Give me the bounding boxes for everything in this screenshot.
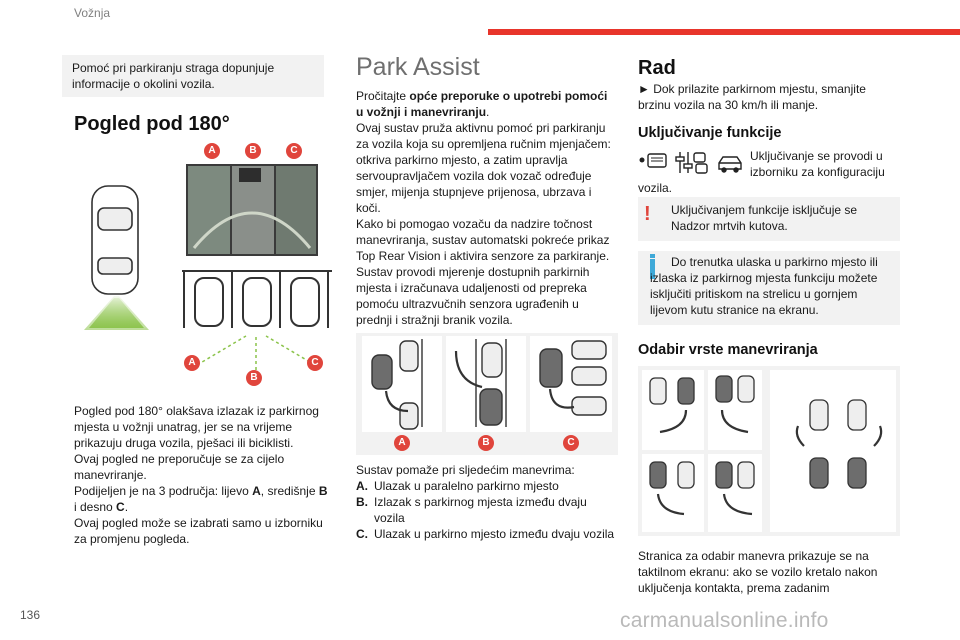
p1-line6	[74, 483, 336, 499]
info-box	[638, 251, 900, 325]
p1-zone-a: A	[252, 484, 261, 498]
zone-label-c-top: C	[286, 143, 302, 159]
list-key: C.	[356, 527, 368, 541]
intro-post: .	[486, 105, 490, 119]
warning-box	[638, 197, 900, 241]
park-assist-title: Park Assist	[356, 53, 480, 81]
header-accent-bar	[488, 29, 960, 35]
maneuvers-figure	[356, 333, 618, 455]
p1-line8: Ovaj pogled može se izabrati samo u izborniku	[74, 516, 323, 530]
page-number: 136	[20, 608, 41, 622]
p1-line4: Ovaj pogled ne preporučuje se za cijelo	[74, 452, 285, 466]
list-item-b	[356, 494, 618, 526]
p1-line1: Pogled pod 180° olakšava izlazak iz parkirnog	[74, 404, 319, 418]
park-assist-p2: Kako bi pomogao vozaču da nadzire točnost manevriranja, sustav automatski pokreće prikaz Top Rear Vision i aktivira senzore za parkiranje.	[356, 217, 610, 263]
p1-line9: za promjenu pogleda.	[74, 532, 190, 546]
zone-label-a-bottom: A	[184, 355, 200, 371]
maneuver-label-c: C	[563, 435, 579, 451]
p1-line7-post: .	[124, 500, 129, 514]
watermark: carmanualsonline.info	[620, 609, 829, 632]
intro-bold: opće preporuke o upotrebi pomoći u vožnji i manevriranju	[356, 89, 608, 119]
list-item-c	[356, 526, 618, 542]
p1-line5: manevriranje.	[74, 468, 147, 482]
enable-text-3: vozila.	[638, 181, 673, 195]
p1-line7-pre: i desno	[74, 500, 117, 514]
zone-label-b-top: B	[245, 143, 261, 159]
warning-text: Uključivanjem funkcije isključuje se Nadzor mrtvih kutova.	[671, 203, 858, 233]
p1-line7	[74, 499, 336, 515]
maneuver-label-a: A	[394, 435, 410, 451]
p1-line2: mjesta u vožnji unatrag, jer se na vrijeme	[74, 420, 293, 434]
menu-button-icon	[640, 154, 667, 167]
rad-paragraph: ► Dok prilazite parkirnom mjestu, smanjite brzinu vozila na 30 km/h ili manje.	[638, 82, 866, 112]
parking-bay-diagram	[182, 271, 332, 328]
park-assist-intro	[356, 88, 618, 120]
maneuver-selection-figure	[638, 366, 900, 536]
enable-text-2: izborniku za konfiguraciju	[750, 165, 885, 179]
figure-180-view	[74, 138, 336, 390]
list-text: Ulazak u parkirno mjesto između dvaju vozila	[374, 527, 615, 541]
p1-line3: prikazuju druga vozila, pješaci ili biciklisti.	[74, 436, 294, 450]
section-label: Vožnja	[74, 6, 111, 20]
p1-line6-mid: , središnje	[260, 484, 319, 498]
intro-note-text: Pomoć pri parkiranju straga dopunjuje informacije o okolini vozila.	[72, 61, 275, 91]
list-item-a	[356, 478, 618, 494]
maneuvers-list	[356, 478, 618, 542]
info-text: Do trenutka ulaska u parkirno mjesto ili izlaska iz parkirnog mjesta funkciju možete isključiti pritiskom na strelicu u gornjem lijevom kutu stranice na ekranu.	[650, 255, 878, 317]
warning-icon: !	[644, 203, 651, 225]
list-text: Izlazak s parkirnog mjesta između dvaju vozila	[374, 495, 587, 525]
camera-screen-image	[186, 164, 318, 256]
selection-paragraph: Stranica za odabir manevra prikazuje se na taktilnom ekranu: ako se vozilo kretalo nakon uključenja kontakta, prema zadanim	[638, 549, 878, 595]
zone-label-a-top: A	[204, 143, 220, 159]
park-assist-p1: Ovaj sustav pruža aktivnu pomoć pri parkiranju za vozila koja su opremljena ručnim mjenjačem: otkriva parkirno mjesto, a zatim upravlja servoupravljačem vozila dok vozač određuje smjer, mijenja stupnjeve prijenosa, ubrzava i koči.	[356, 121, 611, 215]
list-key: A.	[356, 479, 368, 493]
intro-note-box	[62, 55, 324, 97]
view-180-paragraph	[74, 403, 336, 547]
zone-label-c-bottom: C	[307, 355, 323, 371]
view-fan-lines	[192, 336, 320, 370]
p1-line6-pre: Podijeljen je na 3 područja: lijevo	[74, 484, 253, 498]
maneuvers-intro: Sustav pomaže pri sljedećim manevrima:	[356, 463, 575, 477]
zone-label-b-bottom: B	[246, 370, 262, 386]
p1-zone-c: C	[116, 500, 125, 514]
select-maneuver-heading: Odabir vrste manevriranja	[638, 342, 818, 358]
car-icon	[719, 157, 741, 172]
intro-pre: Pročitajte	[356, 89, 410, 103]
figure-180-svg	[74, 138, 336, 390]
enable-function-heading: Uključivanje funkcije	[638, 125, 782, 141]
enable-text-1: Uključivanje se provodi u	[750, 149, 883, 163]
park-assist-text	[356, 88, 618, 328]
list-key: B.	[356, 495, 368, 509]
p1-zone-b: B	[318, 484, 328, 498]
park-assist-p3: Sustav provodi mjerenje dostupnih parkirnih mjesta i izračunava udaljenosti od prepreka pomoću ultrazvučnih senzora ugrađenih u prednji i stražnji branik vozila.	[356, 265, 590, 327]
vehicle-settings-icon	[676, 152, 707, 173]
car-icon	[92, 186, 138, 294]
title-180-view: Pogled pod 180°	[74, 113, 230, 135]
maneuver-label-b: B	[478, 435, 494, 451]
config-icons	[638, 149, 746, 177]
maneuvers-list-block	[356, 462, 618, 542]
rad-title: Rad	[638, 57, 676, 79]
list-text: Ulazak u paralelno parkirno mjesto	[374, 479, 559, 493]
